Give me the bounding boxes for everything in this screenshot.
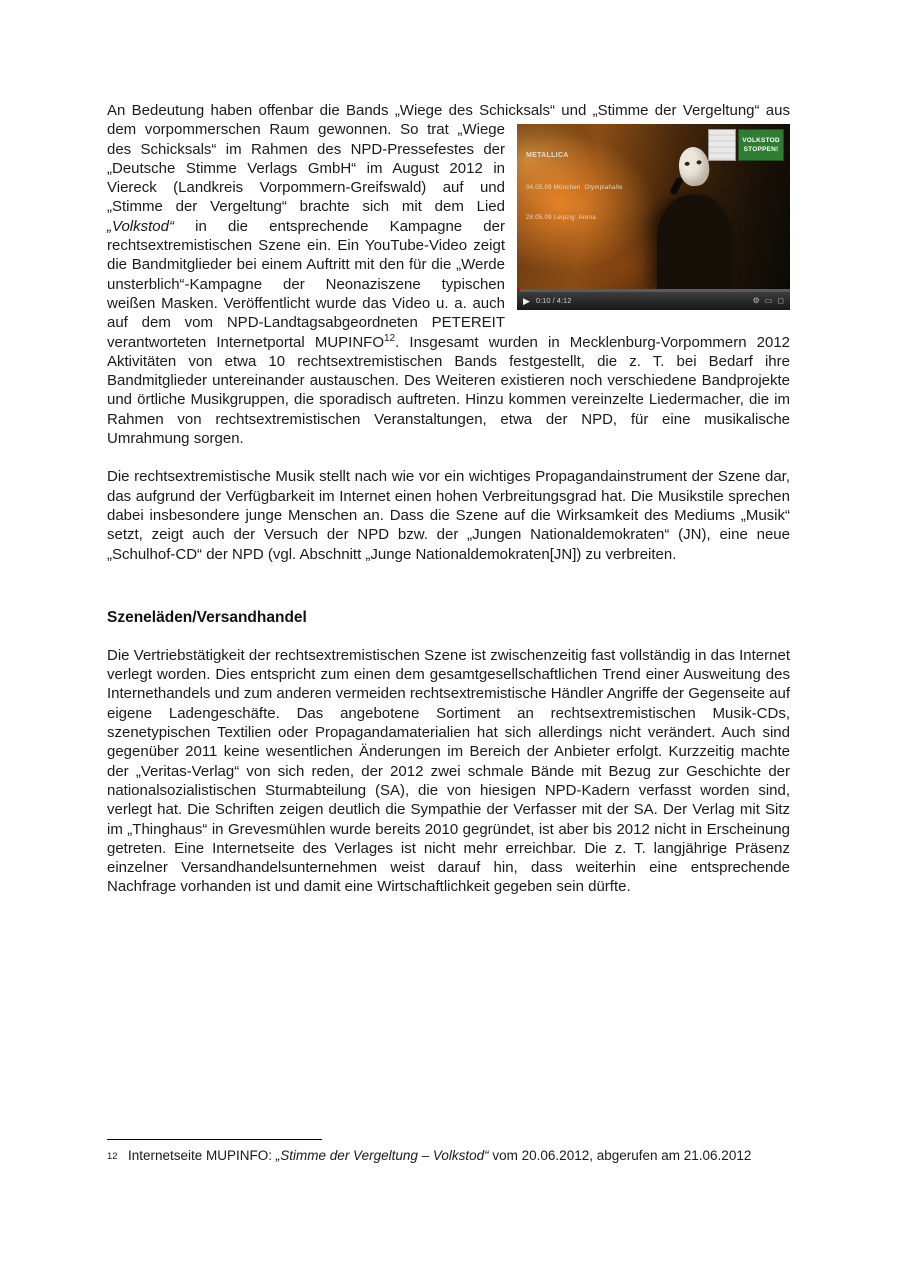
footnote-italic: „Stimme der Vergeltung – Volkstod“ [275, 1148, 489, 1163]
paragraph-versandhandel: Die Vertriebstätigkeit der rechtsextremistischen Szene ist zwischenzeitig fast vollständig in das Internet verlegt worden. Dies entspricht zum einen dem gesamtgesellschaftlichen Trend einer Ausweitung des Internethandels und zum anderen vermeiden rechtsextremistische Händler Angriffe der Gegenseite auf eigene Ladengeschäfte. Das angebotene Sortiment an rechtsextremistischen Musik-CDs, szenetypischen Textilien oder Propagandamaterialien hat sich allerdings nicht verändert. Auch sind gegenüber 2011 keine wesentlichen Änderungen im Bereich der Anbieter erfolgt. Kurzzeitig machte der „Veritas-Verlag“ von sich reden, der 2012 zwei schmale Bände mit Bezug zur Geschichte der nationalsozialistischen Sturmabteilung (SA), die von hiesigen NPD-Kadern verfasst worden sind, verlegt hat. Die Schriften zeigen deutlich die Sympathie der Verfasser mit der SA. Der Verlag mit Sitz im „Thinghaus“ in Grevesmühlen wurde bereits 2010 gegründet, ist aber bis 2012 nicht in Erscheinung getreten. Eine Internetseite des Verlages ist nicht mehr erreichbar. Die z. T. langjährige Präsenz einzelner Versandhandelsunternehmen weist darauf hin, dass weiterhin eine entsprechende Nachfrage vorhanden ist und damit eine Wirtschaftlichkeit gegeben sein dürfte. [107, 646, 790, 896]
tour-text-line: 28.05.09 Leipzig Arena [526, 215, 596, 222]
badge-line: VOLKSTOD [742, 136, 780, 144]
footnote-separator [107, 1139, 322, 1140]
video-thumbnail[interactable] [517, 124, 790, 310]
footnote-text-2: vom 20.06.2012, abgerufen am 21.06.2012 [488, 1148, 752, 1163]
play-icon[interactable]: ▶ [523, 295, 530, 306]
badge-line: STOPPEN! [743, 146, 779, 153]
video-overlay-tour-text [526, 130, 623, 244]
footnote-ref-12[interactable]: 12 [384, 332, 396, 344]
footnote-text [128, 1147, 790, 1166]
footnote-text-1: Internetseite MUPINFO: [128, 1148, 276, 1163]
paragraph-bands-text-3: . Insgesamt wurden in Mecklenburg-Vorpommern 2012 Aktivitäten von etwa 10 rechtsextremistischen Bands festgestellt, die z. T. bei Bedarf ihre Bandmitglieder untereinander austauschen. Des Weiteren existieren noch verschiedene Bandprojekte und örtliche Musikgruppen, die sporadisch auftreten. Hinzu kommen vereinzelte Liedermacher, die im Rahmen von rechtsextremistischen Veranstaltungen, etwa der NPD, für eine musikalische Umrahmung sorgen. [107, 333, 791, 448]
paragraph-bands-text-1: An Bedeutung haben offenbar die Bands „Wiege des Schicksals“ und „Stimme der Vergeltung“ aus dem vorpommerschen Raum gewonnen. So trat „Wiege des Schicksals“ im Rahmen des NPD-Pressefestes der „Deutsche Stimme Verlags GmbH“ im August 2012 in Viereck (Landkreis Vorpommern-Greifswald) auf und „Stimme der Vergeltung“ brachte sich mit dem Lied [107, 102, 790, 216]
tour-text-line: 04.05.09 München Olympiahalle [526, 184, 623, 191]
paragraph-bands [107, 101, 790, 448]
video-scene [517, 124, 790, 289]
footnote-marker: 12 [107, 1151, 118, 1162]
singer-body [657, 195, 732, 289]
widescreen-icon[interactable]: ▭ [764, 296, 773, 305]
masked-singer-figure [645, 147, 743, 289]
video-time-display: 0:10 / 4:12 [535, 296, 572, 306]
fullscreen-icon[interactable]: ◻ [777, 296, 784, 305]
footnote-block [107, 1139, 790, 1166]
microphone [669, 177, 684, 196]
section-heading-szenelaeden: Szeneläden/Versandhandel [107, 608, 307, 626]
video-controls-bar [517, 292, 790, 310]
volkstod-italic: „Volkstod“ [107, 217, 174, 235]
paragraph-bands-text-2: in die entsprechende Kampagne der rechtsextremistischen Szene ein. Ein YouTube-Video zeigt die Bandmitglieder bei einem Auftritt mit den für die „Werde unsterblich“-Kampagne der Neonaziszene typischen weißen Masken. Veröffentlicht wurde das Video u. a. auch auf dem vom NPD-Landtagsabgeordneten PETEREIT verantworteten Internetportal MUPINFO [107, 217, 505, 351]
page-content [107, 101, 790, 916]
tour-text-line: METALLICA [526, 152, 569, 160]
volkstod-badge [738, 129, 784, 161]
settings-icon[interactable]: ⚙ [752, 296, 760, 305]
video-controls-right [753, 297, 784, 305]
footnote-12 [107, 1147, 790, 1166]
paragraph-musik: Die rechtsextremistische Musik stellt nach wie vor ein wichtiges Propagandainstrument der Szene dar, das aufgrund der Verfügbarkeit im Internet einen hohen Verbreitungsgrad hat. Die Musikstile sprechen dabei insbesondere junge Menschen an. Dass die Szene auf die Wirksamkeit des Mediums „Musik“ setzt, zeigt auch der Versuch der NPD bzw. der „Jungen Nationaldemokraten“ (JN), eine neue „Schulhof-CD“ der NPD (vgl. Abschnitt „Junge Nationaldemokraten[JN]) zu verbreiten. [107, 468, 790, 563]
